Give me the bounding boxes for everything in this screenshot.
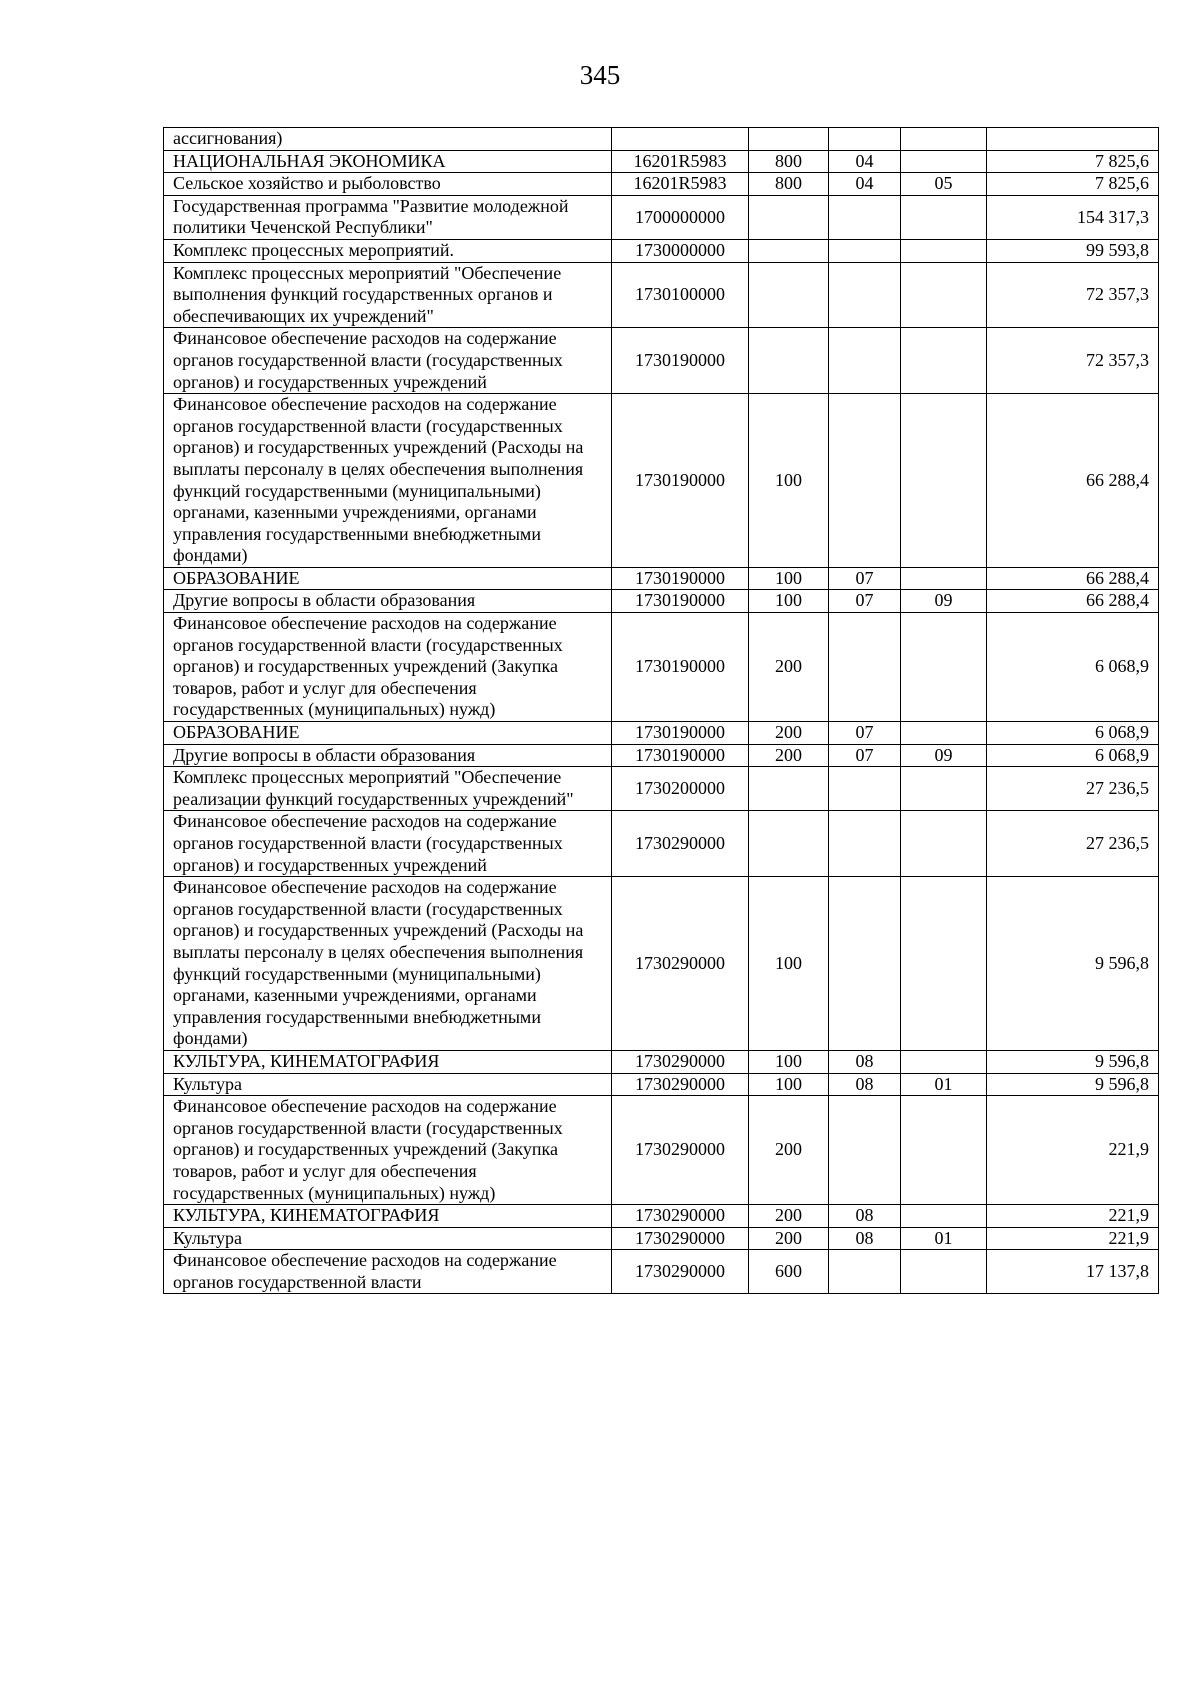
table-row bbox=[164, 1205, 1159, 1228]
row-expense-type-cell: 200 bbox=[749, 613, 829, 722]
table-row bbox=[164, 150, 1159, 173]
row-code-cell: 1700000000 bbox=[612, 195, 749, 239]
row-subsection-cell bbox=[901, 767, 987, 811]
row-amount-cell: 66 288,4 bbox=[987, 567, 1159, 590]
row-code-cell: 1730100000 bbox=[612, 262, 749, 328]
row-section-cell bbox=[829, 1096, 901, 1205]
row-code-cell: 1730190000 bbox=[612, 590, 749, 613]
row-code-cell: 1730290000 bbox=[612, 1050, 749, 1073]
row-code-cell bbox=[612, 128, 749, 151]
row-code-cell: 1730290000 bbox=[612, 877, 749, 1051]
table-row bbox=[164, 1227, 1159, 1250]
row-expense-type-cell: 200 bbox=[749, 1205, 829, 1228]
row-expense-type-cell bbox=[749, 811, 829, 877]
row-section-cell: 08 bbox=[829, 1227, 901, 1250]
table-row bbox=[164, 1250, 1159, 1294]
row-subsection-cell bbox=[901, 722, 987, 745]
row-code-cell: 1730290000 bbox=[612, 1073, 749, 1096]
page-number: 345 bbox=[579, 60, 621, 90]
row-expense-type-cell: 100 bbox=[749, 394, 829, 568]
row-name-cell: Финансовое обеспечение расходов на содержание органов государственной власти (государственных органов) и государственных учреждений (Расходы на выплаты персоналу в целях обеспечения выполнения функций государственными (муниципальными) органами, казенными учреждениями, органами управления государственными внебюджетными фондами) bbox=[164, 877, 612, 1051]
table-row bbox=[164, 328, 1159, 394]
row-expense-type-cell: 100 bbox=[749, 1050, 829, 1073]
row-expense-type-cell: 100 bbox=[749, 1073, 829, 1096]
table-row bbox=[164, 877, 1159, 1051]
row-code-cell: 1730290000 bbox=[612, 1205, 749, 1228]
row-subsection-cell bbox=[901, 613, 987, 722]
row-section-cell bbox=[829, 128, 901, 151]
table-row bbox=[164, 811, 1159, 877]
row-amount-cell: 66 288,4 bbox=[987, 590, 1159, 613]
row-section-cell: 04 bbox=[829, 150, 901, 173]
table-row bbox=[164, 744, 1159, 767]
table-row bbox=[164, 128, 1159, 151]
row-amount-cell: 7 825,6 bbox=[987, 150, 1159, 173]
row-expense-type-cell bbox=[749, 262, 829, 328]
row-name-cell: Финансовое обеспечение расходов на содержание органов государственной власти (государственных органов) и государственных учреждений (Закупка товаров, работ и услуг для обеспечения государственных (муниципальных) нужд) bbox=[164, 1096, 612, 1205]
row-expense-type-cell bbox=[749, 128, 829, 151]
row-amount-cell: 72 357,3 bbox=[987, 328, 1159, 394]
row-name-cell: Финансовое обеспечение расходов на содержание органов государственной власти (государственных органов) и государственных учреждений (Закупка товаров, работ и услуг для обеспечения государственных (муниципальных) нужд) bbox=[164, 613, 612, 722]
table-row bbox=[164, 1096, 1159, 1205]
row-expense-type-cell bbox=[749, 767, 829, 811]
row-section-cell: 04 bbox=[829, 173, 901, 196]
row-name-cell: КУЛЬТУРА, КИНЕМАТОГРАФИЯ bbox=[164, 1050, 612, 1073]
row-code-cell: 16201R5983 bbox=[612, 150, 749, 173]
row-section-cell: 08 bbox=[829, 1205, 901, 1228]
table-row bbox=[164, 590, 1159, 613]
row-code-cell: 1730290000 bbox=[612, 1227, 749, 1250]
row-code-cell: 1730190000 bbox=[612, 722, 749, 745]
row-name-cell: Комплекс процессных мероприятий "Обеспечение выполнения функций государственных органов и обеспечивающих их учреждений" bbox=[164, 262, 612, 328]
row-expense-type-cell bbox=[749, 239, 829, 262]
table-row bbox=[164, 1073, 1159, 1096]
row-subsection-cell bbox=[901, 567, 987, 590]
row-subsection-cell bbox=[901, 1096, 987, 1205]
row-section-cell: 07 bbox=[829, 744, 901, 767]
budget-table-body bbox=[164, 128, 1159, 1294]
row-code-cell: 1730290000 bbox=[612, 1096, 749, 1205]
row-code-cell: 1730190000 bbox=[612, 328, 749, 394]
row-expense-type-cell: 200 bbox=[749, 722, 829, 745]
table-row bbox=[164, 1050, 1159, 1073]
row-code-cell: 16201R5983 bbox=[612, 173, 749, 196]
row-code-cell: 1730000000 bbox=[612, 239, 749, 262]
row-amount-cell: 6 068,9 bbox=[987, 744, 1159, 767]
row-expense-type-cell: 200 bbox=[749, 1227, 829, 1250]
row-code-cell: 1730190000 bbox=[612, 567, 749, 590]
row-amount-cell bbox=[987, 128, 1159, 151]
row-code-cell: 1730200000 bbox=[612, 767, 749, 811]
row-amount-cell: 221,9 bbox=[987, 1096, 1159, 1205]
row-expense-type-cell: 100 bbox=[749, 590, 829, 613]
row-section-cell bbox=[829, 328, 901, 394]
row-name-cell: Финансовое обеспечение расходов на содержание органов государственной власти bbox=[164, 1250, 612, 1294]
row-name-cell: НАЦИОНАЛЬНАЯ ЭКОНОМИКА bbox=[164, 150, 612, 173]
row-name-cell: Другие вопросы в области образования bbox=[164, 590, 612, 613]
row-amount-cell: 154 317,3 bbox=[987, 195, 1159, 239]
row-expense-type-cell: 200 bbox=[749, 1096, 829, 1205]
row-name-cell: ассигнования) bbox=[164, 128, 612, 151]
row-name-cell: Сельское хозяйство и рыболовство bbox=[164, 173, 612, 196]
row-name-cell: Государственная программа "Развитие молодежной политики Чеченской Республики" bbox=[164, 195, 612, 239]
row-name-cell: Другие вопросы в области образования bbox=[164, 744, 612, 767]
row-name-cell: КУЛЬТУРА, КИНЕМАТОГРАФИЯ bbox=[164, 1205, 612, 1228]
row-section-cell: 07 bbox=[829, 567, 901, 590]
row-subsection-cell bbox=[901, 394, 987, 568]
row-amount-cell: 9 596,8 bbox=[987, 877, 1159, 1051]
row-subsection-cell: 05 bbox=[901, 173, 987, 196]
row-section-cell bbox=[829, 767, 901, 811]
table-row bbox=[164, 613, 1159, 722]
table-row bbox=[164, 767, 1159, 811]
row-amount-cell: 221,9 bbox=[987, 1227, 1159, 1250]
row-subsection-cell: 01 bbox=[901, 1227, 987, 1250]
row-subsection-cell: 09 bbox=[901, 590, 987, 613]
row-name-cell: Культура bbox=[164, 1227, 612, 1250]
row-amount-cell: 221,9 bbox=[987, 1205, 1159, 1228]
table-row bbox=[164, 195, 1159, 239]
row-amount-cell: 9 596,8 bbox=[987, 1073, 1159, 1096]
row-amount-cell: 99 593,8 bbox=[987, 239, 1159, 262]
row-subsection-cell bbox=[901, 1050, 987, 1073]
row-code-cell: 1730290000 bbox=[612, 1250, 749, 1294]
row-section-cell: 08 bbox=[829, 1050, 901, 1073]
row-code-cell: 1730290000 bbox=[612, 811, 749, 877]
row-subsection-cell bbox=[901, 150, 987, 173]
row-amount-cell: 6 068,9 bbox=[987, 613, 1159, 722]
row-name-cell: ОБРАЗОВАНИЕ bbox=[164, 567, 612, 590]
row-code-cell: 1730190000 bbox=[612, 744, 749, 767]
table-row bbox=[164, 567, 1159, 590]
budget-table bbox=[163, 127, 1159, 1294]
row-amount-cell: 27 236,5 bbox=[987, 767, 1159, 811]
row-amount-cell: 6 068,9 bbox=[987, 722, 1159, 745]
table-row bbox=[164, 173, 1159, 196]
row-name-cell: ОБРАЗОВАНИЕ bbox=[164, 722, 612, 745]
row-section-cell bbox=[829, 195, 901, 239]
row-subsection-cell bbox=[901, 1205, 987, 1228]
row-amount-cell: 17 137,8 bbox=[987, 1250, 1159, 1294]
row-expense-type-cell: 100 bbox=[749, 567, 829, 590]
row-expense-type-cell: 800 bbox=[749, 150, 829, 173]
row-expense-type-cell: 200 bbox=[749, 744, 829, 767]
table-row bbox=[164, 394, 1159, 568]
row-section-cell bbox=[829, 877, 901, 1051]
row-section-cell bbox=[829, 613, 901, 722]
row-amount-cell: 9 596,8 bbox=[987, 1050, 1159, 1073]
row-subsection-cell bbox=[901, 1250, 987, 1294]
row-name-cell: Культура bbox=[164, 1073, 612, 1096]
row-subsection-cell bbox=[901, 195, 987, 239]
row-section-cell bbox=[829, 1250, 901, 1294]
row-expense-type-cell bbox=[749, 195, 829, 239]
row-section-cell: 07 bbox=[829, 590, 901, 613]
row-expense-type-cell bbox=[749, 328, 829, 394]
row-section-cell: 07 bbox=[829, 722, 901, 745]
row-section-cell bbox=[829, 811, 901, 877]
row-section-cell bbox=[829, 394, 901, 568]
row-subsection-cell bbox=[901, 262, 987, 328]
row-subsection-cell bbox=[901, 328, 987, 394]
row-name-cell: Комплекс процессных мероприятий "Обеспечение реализации функций государственных учреждений" bbox=[164, 767, 612, 811]
row-subsection-cell bbox=[901, 811, 987, 877]
row-subsection-cell: 01 bbox=[901, 1073, 987, 1096]
row-name-cell: Финансовое обеспечение расходов на содержание органов государственной власти (государственных органов) и государственных учреждений bbox=[164, 811, 612, 877]
row-amount-cell: 27 236,5 bbox=[987, 811, 1159, 877]
row-code-cell: 1730190000 bbox=[612, 613, 749, 722]
row-subsection-cell: 09 bbox=[901, 744, 987, 767]
row-name-cell: Финансовое обеспечение расходов на содержание органов государственной власти (государственных органов) и государственных учреждений bbox=[164, 328, 612, 394]
row-expense-type-cell: 600 bbox=[749, 1250, 829, 1294]
row-expense-type-cell: 100 bbox=[749, 877, 829, 1051]
table-row bbox=[164, 722, 1159, 745]
row-subsection-cell bbox=[901, 128, 987, 151]
row-name-cell: Финансовое обеспечение расходов на содержание органов государственной власти (государственных органов) и государственных учреждений (Расходы на выплаты персоналу в целях обеспечения выполнения функций государственными (муниципальными) органами, казенными учреждениями, органами управления государственными внебюджетными фондами) bbox=[164, 394, 612, 568]
row-amount-cell: 66 288,4 bbox=[987, 394, 1159, 568]
table-row bbox=[164, 239, 1159, 262]
row-subsection-cell bbox=[901, 877, 987, 1051]
row-name-cell: Комплекс процессных мероприятий. bbox=[164, 239, 612, 262]
row-subsection-cell bbox=[901, 239, 987, 262]
row-section-cell bbox=[829, 262, 901, 328]
table-row bbox=[164, 262, 1159, 328]
row-expense-type-cell: 800 bbox=[749, 173, 829, 196]
row-section-cell: 08 bbox=[829, 1073, 901, 1096]
row-code-cell: 1730190000 bbox=[612, 394, 749, 568]
row-amount-cell: 72 357,3 bbox=[987, 262, 1159, 328]
row-amount-cell: 7 825,6 bbox=[987, 173, 1159, 196]
row-section-cell bbox=[829, 239, 901, 262]
